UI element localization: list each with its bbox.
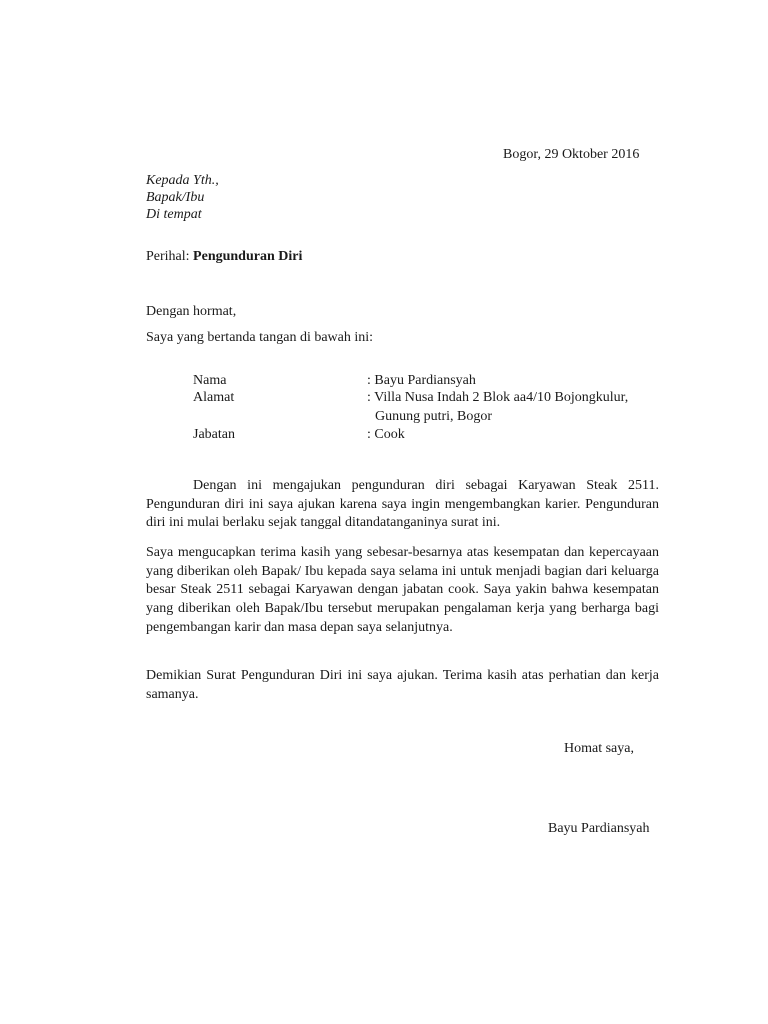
recipient-line-3: Di tempat xyxy=(146,207,202,222)
recipient-line-1: Kepada Yth., xyxy=(146,173,219,188)
closing: Homat saya, xyxy=(564,741,634,756)
alamat-label: Alamat xyxy=(193,390,235,405)
alamat-value-line-2: Gunung putri, Bogor xyxy=(375,409,493,424)
body-paragraph-1: Dengan ini mengajukan pengunduran diri sebagai Karyawan Steak 2511. Pengunduran diri ini saya ajukan karena saya ingin mengembangkan karier. Pengunduran diri ini mulai berlaku sejak tanggal ditandatanganinya surat ini. xyxy=(146,478,659,531)
subject-label: Perihal: xyxy=(146,249,194,264)
jabatan-value: : Cook xyxy=(367,427,405,442)
subject-line xyxy=(146,248,302,266)
alamat-value-line-1: : Villa Nusa Indah 2 Blok aa4/10 Bojongkulur, xyxy=(367,390,629,405)
signer-name: Bayu Pardiansyah xyxy=(548,821,650,836)
body-paragraph-3: Demikian Surat Pengunduran Diri ini saya ajukan. Terima kasih atas perhatian dan kerja samanya. xyxy=(146,668,659,702)
nama-label: Nama xyxy=(193,373,227,388)
salutation: Dengan hormat, xyxy=(146,304,237,319)
intro-text: Saya yang bertanda tangan di bawah ini: xyxy=(146,330,374,345)
place-date: Bogor, 29 Oktober 2016 xyxy=(503,147,640,162)
nama-value: : Bayu Pardiansyah xyxy=(367,373,476,388)
subject-value: Pengunduran Diri xyxy=(193,249,303,264)
jabatan-label: Jabatan xyxy=(193,427,235,442)
body-paragraph-2: Saya mengucapkan terima kasih yang sebesar-besarnya atas kesempatan dan kepercayaan yang diberikan oleh Bapak/ Ibu kepada saya selama ini untuk menjadi bagian dari keluarga besar Steak 2511 sebagai Karyawan dengan jabatan cook. Saya yakin bahwa kesempatan yang diberikan oleh Bapak/Ibu tersebut merupakan pengalaman kerja yang berharga bagi pengembangan karir dan masa depan saya selanjutnya. xyxy=(146,545,659,635)
recipient-line-2: Bapak/Ibu xyxy=(146,190,205,205)
